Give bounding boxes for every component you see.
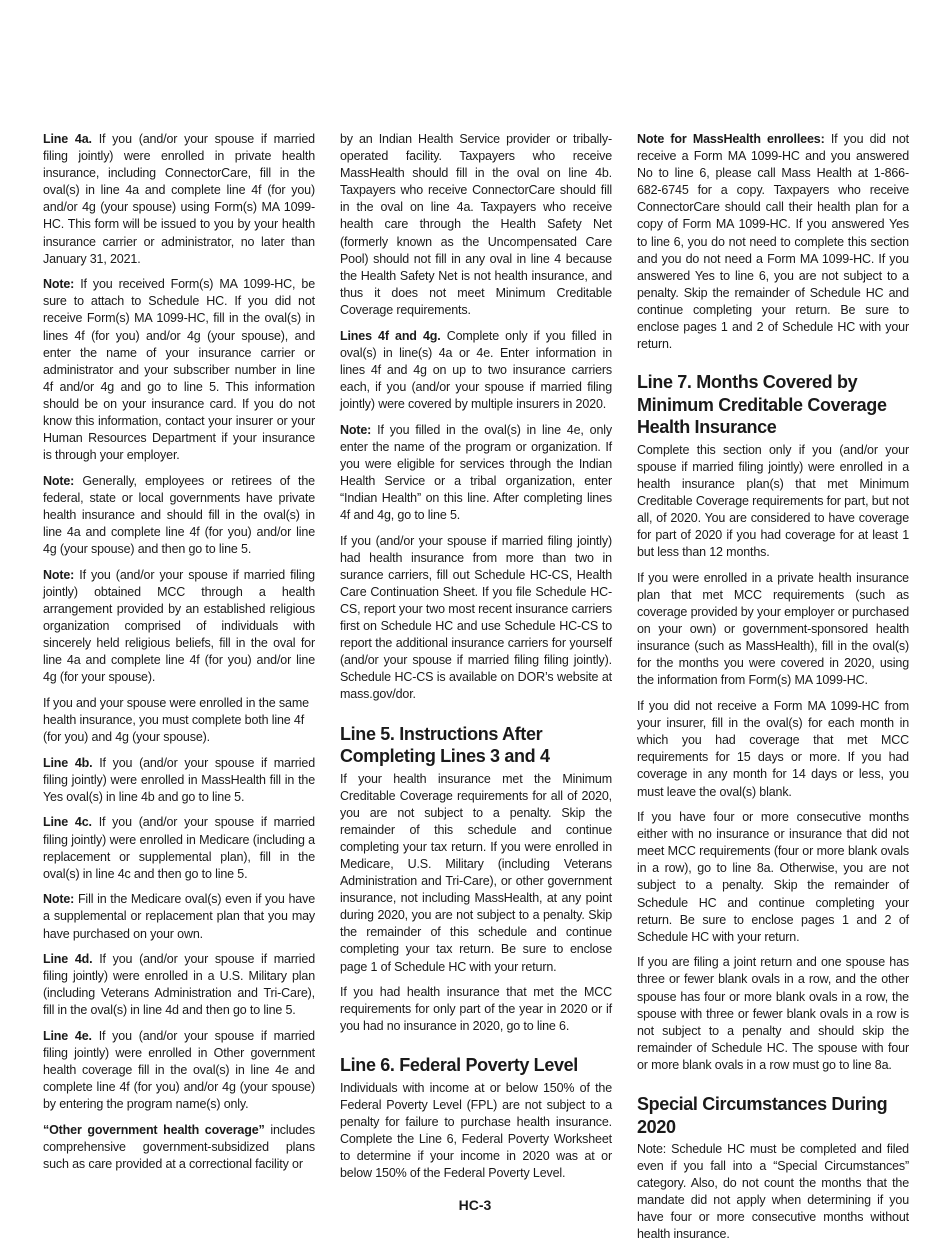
- paragraph-lead: Note:: [43, 567, 75, 582]
- paragraph-lead: Lines 4f and 4g.: [340, 328, 441, 343]
- paragraph-lead: “Other government health coverage”: [43, 1122, 265, 1137]
- paragraph-text: If you did not receive a Form MA 1099-HC from your insurer, fill in the oval(s) for each month in which you had coverage that met MCC requirements for 15 days or more. If you had coverage in any month for 14 days or less, you must leave the oval(s) blank.: [637, 699, 909, 799]
- paragraph-text: Individuals with income at or below 150% of the Federal Poverty Level (FPL) are not subject to a penalty for failure to purchase health insurance. Complete the Line 6, Federal Poverty Worksheet to determine if your income in 2020 was at or below 150% of the Federal Poverty Level.: [340, 1080, 612, 1181]
- paragraph-note-medicare: [43, 891, 315, 942]
- paragraph-text: If you (and/or your spouse if married filing jointly) obtained MCC through a health arrangement provided by an established religious organization comprised of individuals with sincerely held religious beliefs, fill in the oval for line 4a and complete line 4f (for you) and/or line 4g (for your spouse).: [43, 567, 315, 685]
- paragraph-special-circumstances: [637, 1141, 909, 1244]
- paragraph-text: If you received Form(s) MA 1099-HC, be sure to attach to Schedule HC. If you did not receive Form(s) MA 1099-HC, fill in the oval(s) in lines 4f (for you) and/or 4g (your spouse), and enter the name of your insurance carrier or administrator and your subscriber number in line 4f and/or 4g and go to line 5. This information should be on your insurance card. If you do not know this information, contact your insurer or your Human Resources Department if your insurance is through your employer.: [43, 277, 315, 463]
- page-number: HC-3: [458, 1197, 492, 1213]
- paragraph-line-5-partial-year: [340, 984, 612, 1035]
- paragraph-text: includes comprehensive government-subsidized plans such as care provided at a correctional facility or: [43, 1122, 315, 1172]
- paragraph-text: If you (and/or your spouse if married filing jointly) had health insurance from more than two in surance carriers, fill out Schedule HC-CS, Health Care Continuation Sheet. If you file Schedule HC-CS, report your two most recent insurance carriers first on Schedule HC and use Schedule HC-CS to report the additional insurance carriers for yourself (and/or your spouse if married filing filing jointly). Schedule HC-CS is available on DOR’s website at mass.gov/dor.: [340, 533, 612, 702]
- paragraph-lines-4f-4g: [340, 328, 612, 413]
- paragraph-note-1099hc: [43, 276, 315, 464]
- paragraph-line-4b: [43, 755, 315, 806]
- paragraph-indian-health-continued: [340, 131, 612, 319]
- paragraph-note-masshealth-enrollees: [637, 131, 909, 353]
- paragraph-text: Note: Schedule HC must be completed and filed even if you fall into a “Special Circumstances” category. Also, do not count the months that the mandate did not apply when determining if you have four or more consecutive months without health insurance.: [637, 1142, 909, 1242]
- paragraph-note-line-4e: [340, 422, 612, 525]
- paragraph-text: If you have four or more consecutive months either with no insurance or insurance that did not meet MCC requirements (four or more blank ovals in a row), go to line 8a. Otherwise, you are not subject to a penalty. Skip the remainder of Schedule HC and continue completing your return. Be sure to enclose pages 1 and 2 of Schedule HC with your return.: [637, 810, 909, 944]
- column-1: [43, 131, 315, 1182]
- paragraph-text: by an Indian Health Service provider or tribally-operated facility. Taxpayers who receive MassHealth should fill in the oval on line 4b. Taxpayers who receive ConnectorCare should fill in the oval on line 4a. Taxpayers who receive health care through the Health Safety Net (formerly known as the Uncompensated Care Pool) should not fill in any oval in line 4 because the Health Safety Net is not health insurance, and thus it does not meet Minimum Creditable Coverage requirements.: [340, 132, 612, 317]
- paragraph-line-7-private-insurance: [637, 570, 909, 690]
- paragraph-text: If you are filing a joint return and one spouse has three or fewer blank ovals in a row, and the other spouse has four or more blank ovals in a row, the spouse with three or fewer blank ovals in a row is not subject to a penalty and should skip the remainder of Schedule HC. The spouse with four or more blank ovals in a row must go to line 8a.: [637, 955, 909, 1072]
- paragraph-line-6-fpl: [340, 1080, 612, 1183]
- paragraph-lead: Note:: [43, 277, 75, 292]
- paragraph-note-government-employees: [43, 473, 315, 558]
- paragraph-other-government-coverage: [43, 1122, 315, 1173]
- paragraph-text: If you (and/or your spouse if married filing jointly) were enrolled in Other government health coverage fill in the oval(s) in line 4e and complete line 4f (for you) and/or 4g (your spouse) by entering the program name(s) only.: [43, 1029, 315, 1112]
- paragraph-line-4e: [43, 1028, 315, 1113]
- paragraph-line-7-no-1099hc: [637, 698, 909, 801]
- paragraph-lead: Line 4c.: [43, 815, 92, 830]
- paragraph-text: Fill in the Medicare oval(s) even if you have a supplemental or replacement plan that you may have purchased on your own.: [43, 892, 315, 941]
- paragraph-text: If you were enrolled in a private health insurance plan that met MCC requirements (such as coverage provided by your employer or purchased on your own) or government-sponsored health insurance (such as MassHealth), fill in the oval(s) for the months you were covered in 2020, using the information from Form(s) MA 1099-HC.: [637, 570, 909, 688]
- paragraph-line-5-mcc-full-year: [340, 771, 612, 976]
- paragraph-note-religious-organization: [43, 567, 315, 687]
- paragraph-text: If you (and/or your spouse if married filing jointly) were enrolled in a U.S. Military plan (including Veterans Administration and Tri-Care), fill in the oval(s) in line 4d and then go to line 5.: [43, 952, 316, 1018]
- paragraph-line-7-intro: [637, 442, 909, 562]
- paragraph-line-4a: [43, 131, 315, 268]
- paragraph-text: Complete this section only if you (and/or your spouse if married filing jointly) were enrolled in a health insurance plan(s) that met Minimum Creditable Coverage requirements for part, but not all, of 2020. You are considered to have coverage for part of 2020 if you had coverage for at least 1 but less than 12 months.: [637, 442, 909, 560]
- paragraph-line-4c: [43, 814, 315, 882]
- paragraph-text: If you did not receive a Form MA 1099-HC and you answered No to line 6, please call Mass Health at 1-866-682-6745 for a copy. Taxpayers who receive ConnectorCare should call their health plan for a copy of Form MA 1099-HC. If you answered Yes to line 6, you do not need to complete this section and you do not need a Form MA 1099-HC. If you answered Yes to line 6, you are not subject to a penalty. Skip the remainder of Schedule HC and continue completing your return. Be sure to enclose pages 1 and 2 of Schedule HC with your return.: [637, 132, 909, 352]
- paragraph-lead: Line 4e.: [43, 1029, 92, 1043]
- paragraph-text: If you filled in the oval(s) in line 4e, only enter the name of the program or organization. If you were eligible for services through the Indian Health Service or a tribal organization, enter “Indian Health” on this line. After completing lines 4f and 4g, go to line 5.: [340, 422, 612, 522]
- paragraph-text: If your health insurance met the Minimum Creditable Coverage requirements for all of 2020, you are not subject to a penalty. Skip the remainder of this schedule and continue completing your tax return. If you were enrolled in Medicare, U.S. Military (including Veterans Administration and Tri-Care), or other government insurance, not including MassHealth, at any point during 2020, you are not subject to a penalty. Skip the remainder of this schedule and continue completing your tax return. Be sure to enclose page 1 of Schedule HC with your return.: [340, 771, 612, 974]
- paragraph-line-4d: [43, 951, 315, 1019]
- paragraph-schedule-hc-cs: [340, 533, 612, 704]
- column-3: [637, 131, 909, 1252]
- paragraph-text: If you and your spouse were enrolled in the same health insurance, you must complete both line 4f (for you) and 4g (your spouse).: [43, 695, 309, 745]
- paragraph-text: If you had health insurance that met the MCC requirements for only part of the year in 2020 or if you had no insurance in 2020, go to line 6.: [340, 985, 612, 1034]
- paragraph-lead: Note:: [43, 892, 75, 907]
- paragraph-text: If you (and/or your spouse if married filing jointly) were enrolled in Medicare (including a replacement or supplemental plan), fill in the oval(s) in line 4c and then go to line 5.: [43, 815, 315, 881]
- paragraph-lead: Line 4b.: [43, 755, 93, 770]
- heading-line-7: Line 7. Months Covered by Minimum Creditable Coverage Health Insurance: [637, 372, 887, 438]
- heading-special-circumstances: Special Circumstances During 2020: [637, 1094, 888, 1137]
- paragraph-lead: Line 4d.: [43, 952, 93, 967]
- paragraph-text: Complete only if you filled in oval(s) in line(s) 4a or 4e. Enter information in lines 4f and 4g on up to two insurance carriers each, if you (and/or your spouse if married filing jointly) were covered by multiple insurers in 2020.: [340, 328, 612, 411]
- paragraph-text: Generally, employees or retirees of the federal, state or local governments have private health insurance and should fill in the oval(s) in line 4a and complete line 4f (for you) and/or line 4g (your spouse) and then go to line 5.: [43, 473, 315, 557]
- paragraph-lead: Line 4a.: [43, 132, 92, 146]
- paragraph-lead: Note:: [43, 473, 75, 488]
- paragraph-line-7-four-months: [637, 809, 909, 946]
- paragraph-text: If you (and/or your spouse if married filing jointly) were enrolled in private health insurance, including ConnectorCare, fill in the oval(s) in line 4a and complete line 4f (for you) and/or 4g (your spouse) using Form(s) MA 1099-HC. This form will be issued to you by your health insurance carrier or administrator, no later than January 31, 2021.: [43, 132, 315, 266]
- paragraph-line-7-joint-return: [637, 954, 909, 1074]
- heading-line-5: Line 5. Instructions After Completing Lines 3 and 4: [340, 723, 550, 766]
- heading-line-6: Line 6. Federal Poverty Level: [340, 1055, 578, 1076]
- column-2: [340, 131, 612, 1191]
- paragraph-lead: Note for MassHealth enrollees:: [637, 132, 825, 146]
- paragraph-text: If you (and/or your spouse if married filing jointly) were enrolled in MassHealth fill in the Yes oval(s) in line 4b and go to line 5.: [43, 755, 316, 804]
- paragraph-same-insurance: [43, 695, 315, 746]
- paragraph-lead: Note:: [340, 422, 372, 437]
